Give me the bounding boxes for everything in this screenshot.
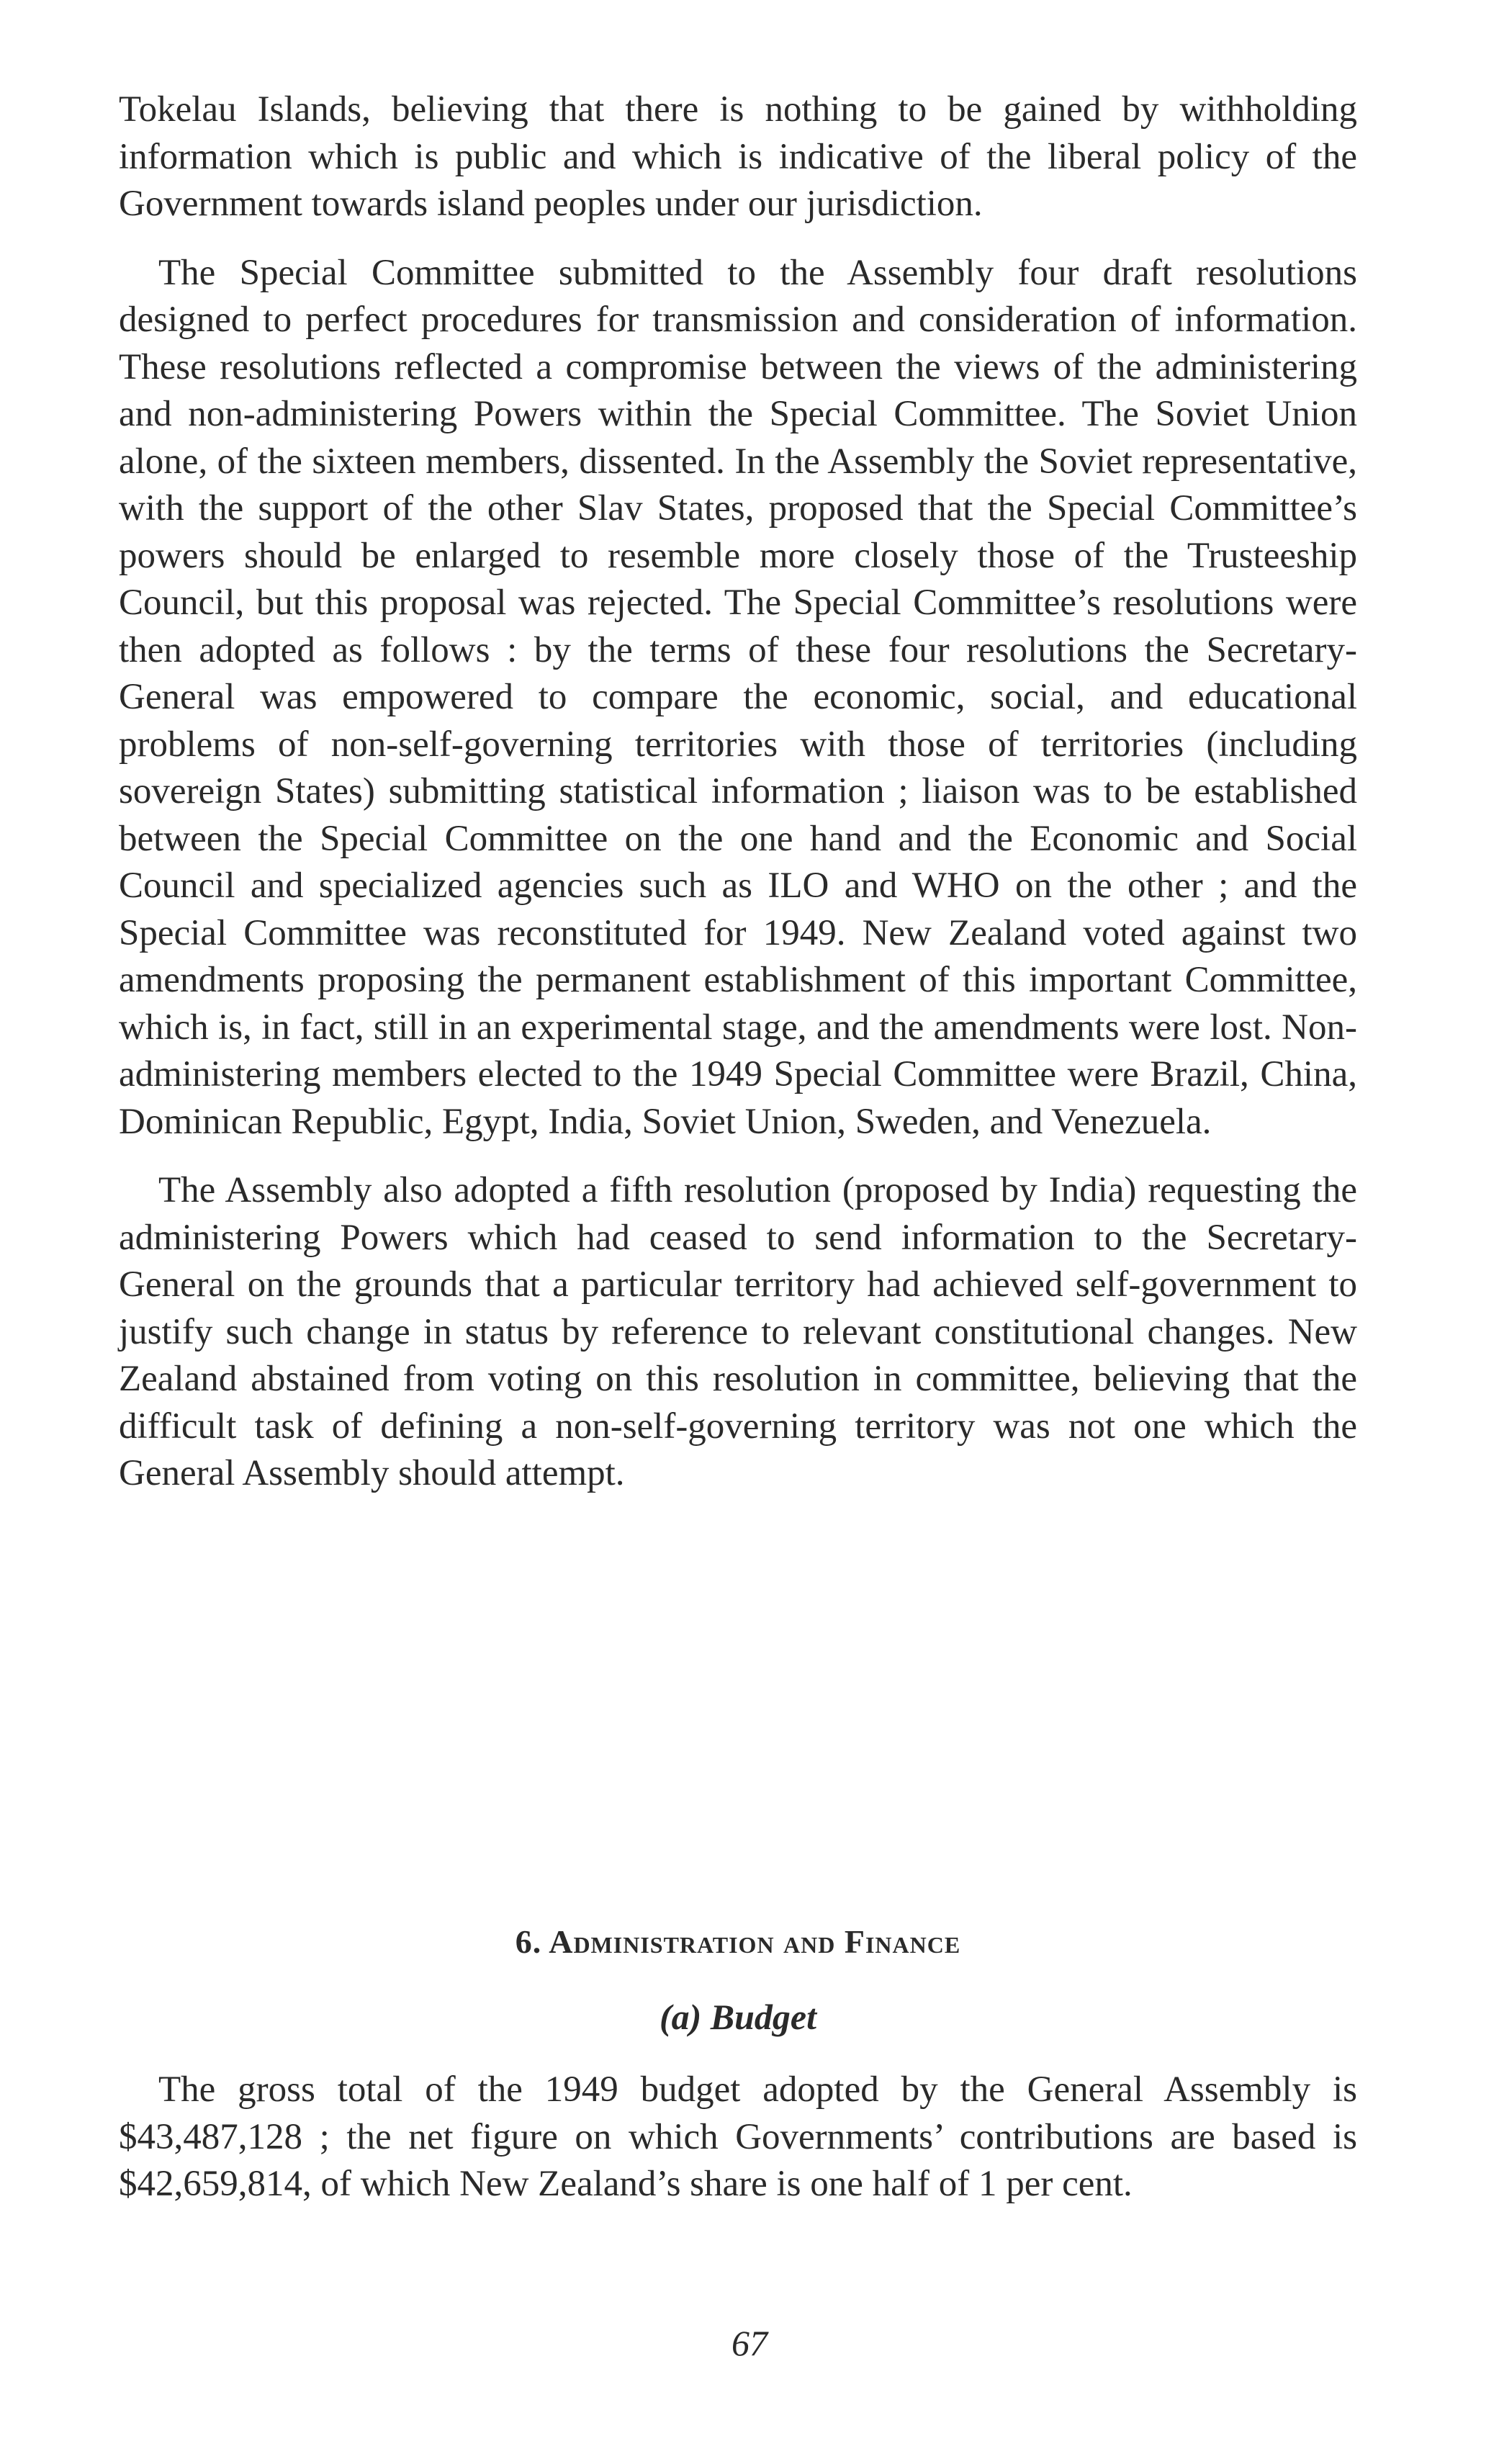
paragraph-budget: The gross total of the 1949 budget adopted by the General Assembly is $43,487,128 ; the net figure on which Governments’ contributions are based is $42,659,814, of which New Zealand’s share is one half of 1 per cent. xyxy=(119,2069,1357,2204)
paragraph-continuation: Tokelau Islands, believing that there is nothing to be gained by withholding information which is public and which is indicative of the liberal policy of the Government towards island peoples under our jurisdiction. xyxy=(119,89,1357,224)
paragraph-fifth-resolution: The Assembly also adopted a fifth resolution (proposed by India) requesting the administering Powers which had ceased to send information to the Secretary-General on the grounds that a particular territory had achieved self-government to justify such change in status by reference to relevant constitutional changes. New Zealand abstained from voting on this resolution in committee, believing that the difficult task of defining a non-self-governing territory was not one which the General Assembly should attempt. xyxy=(119,1170,1357,1493)
section-heading: 6. Administration and Finance xyxy=(515,1923,961,1960)
page-number: 67 xyxy=(732,2323,767,2363)
budget-section xyxy=(119,2067,1357,2208)
section-subheading: (a) Budget xyxy=(659,1997,817,2037)
body-text xyxy=(119,86,1357,1498)
paragraph-special-committee: The Special Committee submitted to the Assembly four draft resolutions designed to perfect procedures for transmission and consideration of information. These resolutions reflected a compromise between the views of the administering and non-administering Powers within the Special Committee. The Soviet Union alone, of the sixteen members, dissented. In the Assembly the Soviet representative, with the support of the other Slav States, proposed that the Special Committee’s powers should be enlarged to resemble more closely those of the Trusteeship Council, but this proposal was rejected. The Special Committee’s resolutions were then adopted as follows : by the terms of these four resolutions the Secretary-General was empowered to compare the economic, social, and educational problems of non-self-governing territories with those of territories (including sovereign States) submitting statistical information ; liaison was to be established between the Special Committee on the one hand and the Economic and Social Council and specialized agencies such as ILO and WHO on the other ; and the Special Committee was reconstituted for 1949. New Zealand voted against two amendments proposing the permanent establishment of this important Committee, which is, in fact, still in an experimental stage, and the amendments were lost. Non-administering members elected to the 1949 Special Committee were Brazil, China, Dominican Republic, Egypt, India, Soviet Union, Sweden, and Venezuela. xyxy=(119,252,1357,1142)
